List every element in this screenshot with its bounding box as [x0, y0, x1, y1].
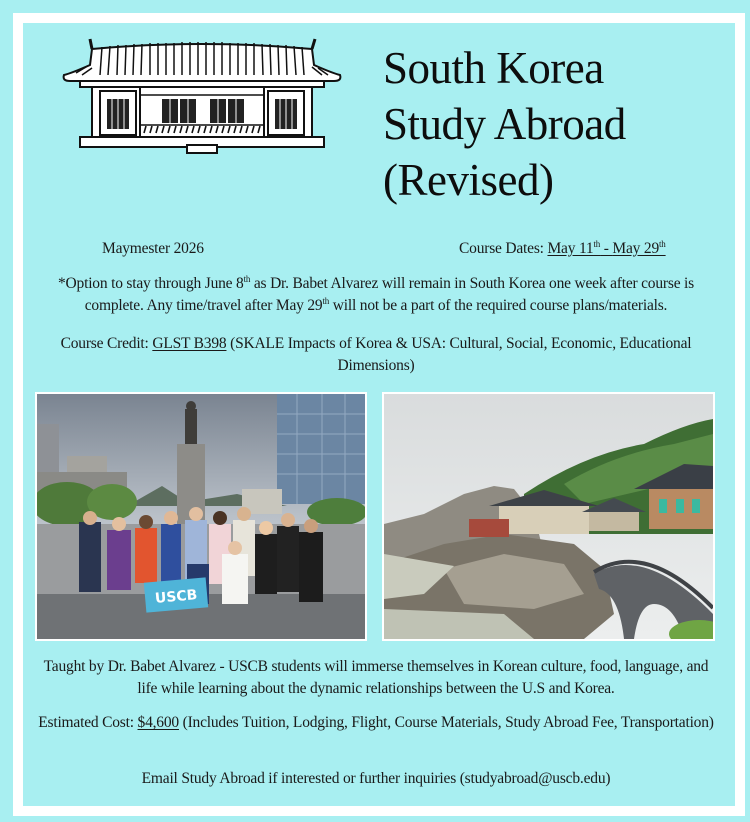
course-description: (SKALE Impacts of Korea & USA: Cultural, Social, Economic, Educational Dimensions)	[226, 335, 692, 374]
start-date: May 11	[547, 240, 594, 257]
estimated-cost-label: Estimated Cost:	[38, 714, 138, 731]
course-dates-label: Course Dates:	[459, 240, 548, 257]
option-note-sup-2: th	[322, 295, 330, 306]
seaside-temple-photo	[382, 392, 715, 641]
option-note-text-1: *Option to stay through June 8	[58, 275, 244, 292]
course-dates-range	[547, 240, 665, 257]
end-date: May 29	[612, 240, 659, 257]
course-credit-label: Course Credit:	[60, 335, 153, 352]
title-line-2: Study Abroad	[383, 99, 626, 149]
estimated-cost-amount: $4,600	[137, 714, 179, 731]
option-note-sup-1: th	[243, 273, 251, 284]
title-line-3: (Revised)	[383, 155, 554, 205]
program-description: Taught by Dr. Babet Alvarez - USCB students will immerse themselves in Korean culture, food, language, and life while learning about the dynamic relationships between the U.S and Korea.	[43, 658, 709, 697]
course-code: GLST B398	[152, 335, 227, 352]
course-dates	[459, 240, 666, 258]
estimated-cost	[36, 712, 716, 734]
contact-info: Email Study Abroad if interested or further inquiries (studyabroad@uscb.edu)	[141, 770, 611, 787]
option-note	[36, 273, 716, 317]
start-date-suffix: th	[593, 238, 601, 249]
end-date-suffix: th	[659, 238, 666, 249]
title-line-1: South Korea	[383, 43, 604, 93]
page-title	[383, 40, 713, 208]
uscb-banner-text: USCB	[154, 587, 198, 607]
estimated-cost-details: (Includes Tuition, Lodging, Flight, Course Materials, Study Abroad Fee, Transportation)	[178, 714, 714, 731]
group-photo-seoul	[35, 392, 367, 641]
date-separator: -	[600, 240, 613, 257]
option-note-text-2: as Dr. Babet Alvarez will remain in South Korea one week after course is complete. Any time/travel after May 29	[84, 275, 694, 314]
korean-pavilion-illustration	[62, 35, 342, 157]
course-credit	[36, 333, 716, 377]
option-note-text-3: will not be a part of the required course plans/materials.	[329, 297, 668, 314]
term-label: Maymester 2026	[102, 240, 204, 257]
